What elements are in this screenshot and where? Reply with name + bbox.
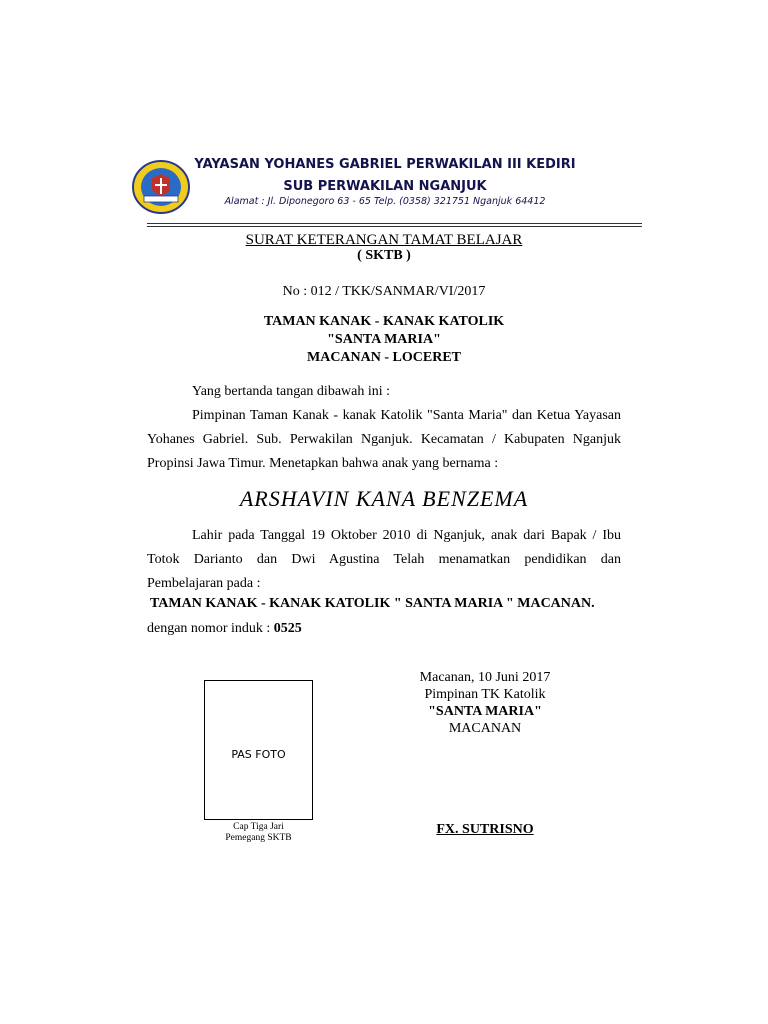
para2-line3: Pembelajaran pada : [147,576,261,591]
signature-school: "SANTA MARIA" [428,704,542,719]
para1-line1: Pimpinan Taman Kanak - kanak Katolik "Santa Maria" dan Ketua Yayasan [192,408,621,423]
sub-org-name: SUB PERWAKILAN NGANJUK [283,179,487,194]
school-name-line2: "SANTA MARIA" [327,332,441,347]
foundation-emblem-icon [132,160,190,214]
signature-location: MACANAN [448,721,522,736]
para2-line2: Totok Darianto dan Dwi Agustina Telah menamatkan pendidikan dan [147,552,621,567]
signer-name: FX. SUTRISNO [436,822,534,837]
para2-line1: Lahir pada Tanggal 19 Oktober 2010 di Nganjuk, anak dari Bapak / Ibu [192,528,621,543]
para1-line3: Propinsi Jawa Timur. Menetapkan bahwa anak yang bernama : [147,456,499,471]
student-id-label: dengan nomor induk : [147,621,274,636]
signature-place-date: Macanan, 10 Juni 2017 [419,670,551,685]
org-name: YAYASAN YOHANES GABRIEL PERWAKILAN III KEDIRI [194,157,576,172]
document-abbreviation: ( SKTB ) [357,248,411,263]
signature-role: Pimpinan TK Katolik [424,687,546,702]
para1-line2: Yohanes Gabriel. Sub. Perwakilan Nganjuk. Kecamatan / Kabupaten Nganjuk [147,432,621,447]
document-title: SURAT KETERANGAN TAMAT BELAJAR [245,232,523,248]
thumbprint-caption: Cap Tiga Jari [233,822,284,832]
student-name: ARSHAVIN KANA BENZEMA [239,486,529,511]
document-number: No : 012 / TKK/SANMAR/VI/2017 [282,284,486,299]
holder-caption: Pemegang SKTB [225,833,292,843]
school-name-line3: MACANAN - LOCERET [307,350,461,365]
letterhead-divider-thin [147,226,642,227]
graduated-school: TAMAN KANAK - KANAK KATOLIK " SANTA MARIA " MACANAN. [150,596,595,611]
student-id-line [147,621,302,637]
org-address: Alamat : Jl. Diponegoro 63 - 65 Telp. (0358) 321751 Nganjuk 64412 [224,196,546,207]
letterhead-divider [147,223,642,224]
photo-label: PAS FOTO [231,748,286,761]
intro-text: Yang bertanda tangan dibawah ini : [192,384,391,399]
school-name-line1: TAMAN KANAK - KANAK KATOLIK [263,314,505,329]
student-id-value: 0525 [273,621,302,636]
